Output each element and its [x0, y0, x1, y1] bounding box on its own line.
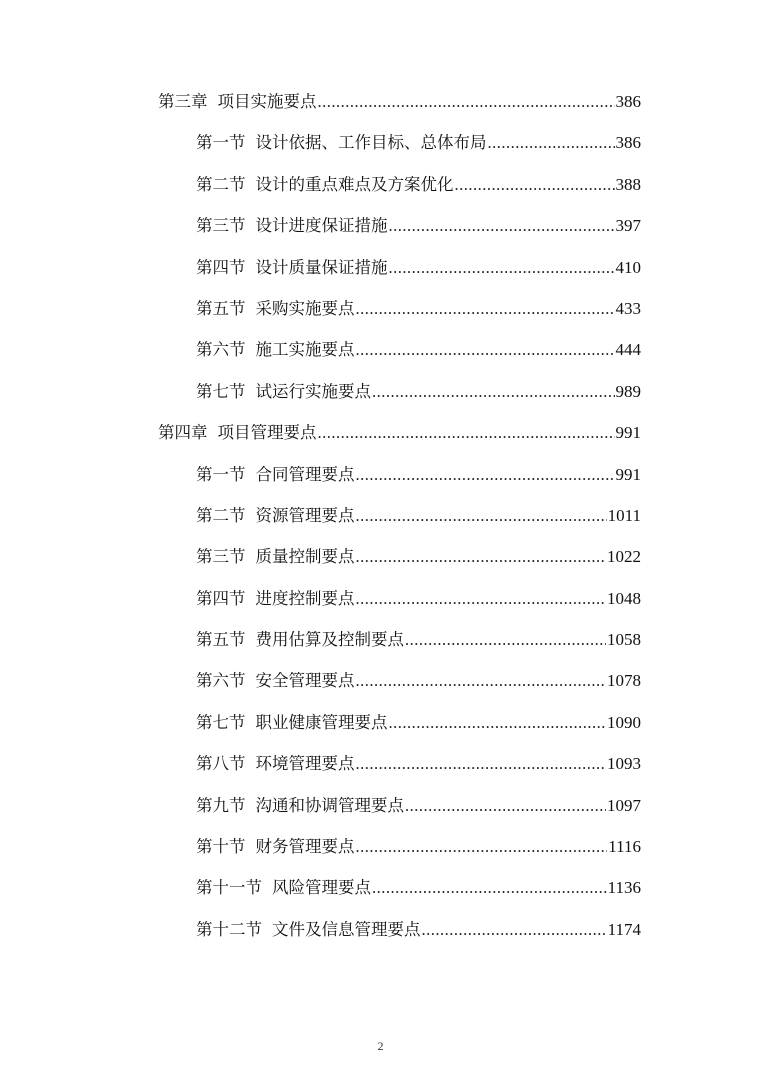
- toc-entry-label: 第六节: [196, 340, 246, 360]
- toc-entry-title: 安全管理要点: [255, 671, 355, 691]
- toc-chapter-entry[interactable]: [0, 90, 761, 131]
- toc-entry-title: 试运行实施要点: [255, 381, 371, 401]
- toc-entry-label: 第十节: [196, 837, 246, 857]
- toc-dot-leader: [422, 918, 607, 942]
- toc-entry-page: 1058: [607, 630, 641, 650]
- toc-entry-line: [196, 587, 641, 611]
- toc-dot-leader: [389, 711, 607, 735]
- toc-entry-line: [196, 628, 641, 652]
- toc-section-entry[interactable]: [0, 214, 761, 255]
- toc-section-entry[interactable]: [0, 297, 761, 338]
- toc-entry-page: 444: [615, 340, 641, 360]
- toc-entry-label: 第七节: [196, 712, 246, 732]
- toc-entry-line: [196, 463, 641, 487]
- toc-entry-title: 设计进度保证措施: [255, 216, 388, 236]
- toc-entry-line: [196, 752, 641, 776]
- toc-entry-line: [196, 545, 641, 569]
- toc-entry-page: 1078: [607, 671, 641, 691]
- toc-dot-leader: [356, 835, 608, 859]
- toc-entry-page: 1136: [607, 878, 641, 898]
- toc-dot-leader: [356, 504, 607, 528]
- toc-entry-page: 989: [615, 381, 641, 401]
- toc-entry-line: [196, 876, 641, 900]
- toc-section-entry[interactable]: [0, 794, 761, 835]
- toc-section-entry[interactable]: [0, 711, 761, 752]
- toc-dot-leader: [318, 90, 615, 114]
- toc-entry-label: 第二节: [196, 174, 246, 194]
- toc-entry-title: 资源管理要点: [255, 505, 355, 525]
- toc-entry-label: 第二节: [196, 505, 246, 525]
- toc-entry-label: 第一节: [196, 133, 246, 153]
- toc-entry-label: 第八节: [196, 754, 246, 774]
- toc-section-entry[interactable]: [0, 918, 761, 959]
- toc-entry-line: [196, 380, 641, 404]
- toc-entry-page: 1174: [607, 919, 641, 939]
- toc-dot-leader: [356, 297, 615, 321]
- toc-entry-line: [196, 173, 641, 197]
- toc-entry-page: 386: [615, 133, 641, 153]
- toc-entry-line: [158, 90, 641, 114]
- toc-entry-page: 1011: [607, 505, 641, 525]
- toc-entry-line: [196, 794, 641, 818]
- toc-section-entry[interactable]: [0, 752, 761, 793]
- toc-section-entry[interactable]: [0, 256, 761, 297]
- toc-entry-title: 项目实施要点: [217, 92, 317, 111]
- toc-dot-leader: [389, 214, 615, 238]
- toc-dot-leader: [356, 587, 607, 611]
- toc-dot-leader: [356, 669, 607, 693]
- toc-entry-page: 1116: [608, 837, 641, 857]
- toc-entry-line: [196, 256, 641, 280]
- toc-entry-label: 第六节: [196, 671, 246, 691]
- toc-section-entry[interactable]: [0, 463, 761, 504]
- toc-entry-line: [196, 214, 641, 238]
- toc-chapter-entry[interactable]: [0, 421, 761, 462]
- toc-entry-label: 第九节: [196, 795, 246, 815]
- toc-entry-line: [196, 835, 641, 859]
- toc-entry-page: 410: [615, 257, 641, 277]
- toc-entry-title: 设计依据、工作目标、总体布局: [255, 133, 487, 153]
- toc-entry-page: 1048: [607, 588, 641, 608]
- toc-entry-title: 施工实施要点: [255, 340, 355, 360]
- toc-section-entry[interactable]: [0, 835, 761, 876]
- toc-dot-leader: [372, 876, 607, 900]
- toc-dot-leader: [318, 421, 615, 445]
- toc-entry-title: 财务管理要点: [255, 837, 355, 857]
- toc-dot-leader: [455, 173, 615, 197]
- toc-entry-label: 第十二节: [196, 919, 262, 939]
- toc-dot-leader: [356, 545, 607, 569]
- toc-entry-label: 第三节: [196, 547, 246, 567]
- toc-dot-leader: [356, 463, 615, 487]
- toc-entry-label: 第四节: [196, 588, 246, 608]
- toc-section-entry[interactable]: [0, 876, 761, 917]
- toc-entry-title: 设计质量保证措施: [255, 257, 388, 277]
- toc-section-entry[interactable]: [0, 338, 761, 379]
- toc-entry-line: [196, 669, 641, 693]
- toc-entry-title: 职业健康管理要点: [255, 712, 388, 732]
- toc-entry-label: 第一节: [196, 464, 246, 484]
- toc-dot-leader: [356, 338, 615, 362]
- toc-dot-leader: [405, 628, 606, 652]
- toc-entry-title: 项目管理要点: [217, 423, 317, 443]
- toc-section-entry[interactable]: [0, 545, 761, 586]
- toc-entry-line: [196, 918, 641, 942]
- toc-entry-title: 费用估算及控制要点: [255, 630, 404, 650]
- toc-entry-page: 1093: [607, 754, 641, 774]
- toc-entry-label: 第三章: [158, 92, 208, 111]
- toc-entry-line: [196, 131, 641, 155]
- toc-entry-title: 文件及信息管理要点: [272, 919, 421, 939]
- table-of-contents: [0, 90, 761, 959]
- toc-entry-label: 第五节: [196, 630, 246, 650]
- toc-entry-title: 合同管理要点: [255, 464, 355, 484]
- toc-entry-page: 433: [615, 298, 641, 318]
- toc-entry-line: [158, 421, 641, 445]
- toc-dot-leader: [372, 380, 615, 404]
- toc-entry-title: 风险管理要点: [272, 878, 371, 898]
- toc-section-entry[interactable]: [0, 380, 761, 421]
- toc-entry-line: [196, 338, 641, 362]
- toc-section-entry[interactable]: [0, 131, 761, 172]
- toc-entry-line: [196, 297, 641, 321]
- toc-entry-page: 1022: [607, 547, 641, 567]
- toc-section-entry[interactable]: [0, 669, 761, 710]
- toc-section-entry[interactable]: [0, 173, 761, 214]
- toc-entry-page: 991: [615, 423, 641, 443]
- toc-entry-page: 1090: [607, 712, 641, 732]
- toc-entry-label: 第四章: [158, 423, 208, 443]
- toc-entry-title: 质量控制要点: [255, 547, 355, 567]
- toc-entry-label: 第五节: [196, 298, 246, 318]
- toc-dot-leader: [488, 131, 615, 155]
- toc-entry-title: 环境管理要点: [255, 754, 355, 774]
- toc-entry-label: 第三节: [196, 216, 246, 236]
- toc-section-entry[interactable]: [0, 628, 761, 669]
- toc-entry-title: 沟通和协调管理要点: [255, 795, 404, 815]
- toc-entry-label: 第十一节: [196, 878, 262, 898]
- toc-entry-page: 397: [615, 216, 641, 236]
- toc-entry-title: 设计的重点难点及方案优化: [255, 174, 454, 194]
- toc-entry-page: 388: [615, 174, 641, 194]
- toc-entry-page: 991: [615, 464, 641, 484]
- toc-entry-line: [196, 504, 641, 528]
- toc-entry-title: 进度控制要点: [255, 588, 355, 608]
- toc-dot-leader: [356, 752, 607, 776]
- toc-section-entry[interactable]: [0, 504, 761, 545]
- toc-section-entry[interactable]: [0, 587, 761, 628]
- toc-entry-title: 采购实施要点: [255, 298, 355, 318]
- toc-entry-page: 386: [615, 92, 641, 111]
- toc-entry-label: 第四节: [196, 257, 246, 277]
- toc-entry-page: 1097: [607, 795, 641, 815]
- toc-entry-line: [196, 711, 641, 735]
- toc-dot-leader: [389, 256, 615, 280]
- toc-entry-label: 第七节: [196, 381, 246, 401]
- page-number: 2: [377, 1039, 384, 1053]
- toc-dot-leader: [405, 794, 606, 818]
